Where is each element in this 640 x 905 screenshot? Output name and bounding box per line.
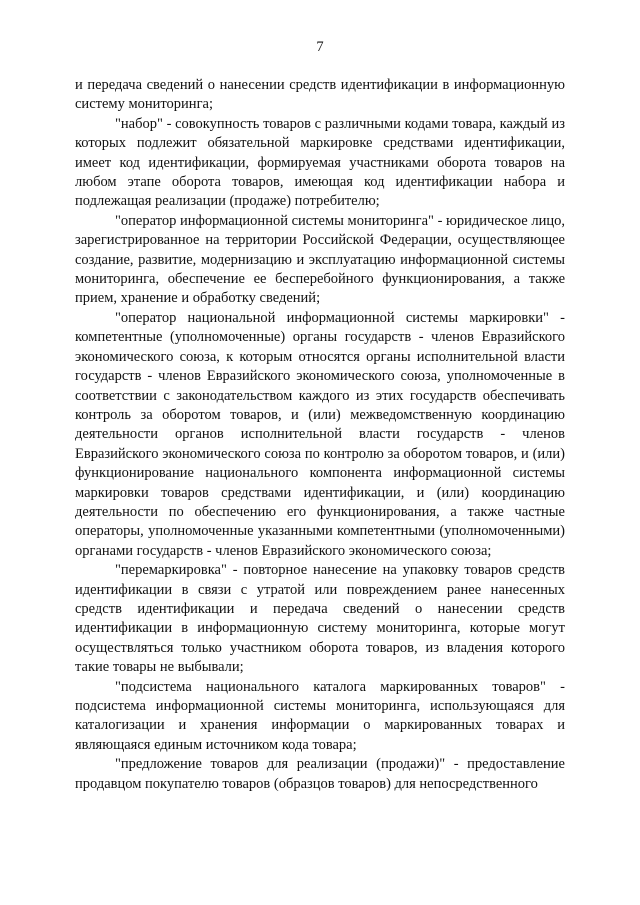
document-body xyxy=(75,76,565,794)
page-number: 7 xyxy=(316,39,324,55)
paragraph-definition-monitoring-operator: "оператор информационной системы мониторинга" - юридическое лицо, зарегистрированное на территории Российской Федерации, осуществляющее создание, развитие, модернизацию и эксплуатацию информационной системы мониторинга, обеспечение ее бесперебойного функционирования, а также прием, хранение и обработку сведений; xyxy=(75,212,565,307)
paragraph-definition-offer-for-sale: "предложение товаров для реализации (продажи)" - предоставление продавцом покупателю товаров (образцов товаров) для непосредственного xyxy=(75,756,565,792)
paragraph-definition-national-catalog: "подсистема национального каталога маркированных товаров" - подсистема информационной системы мониторинга, использующаяся для каталогизации и хранения информации о маркированных товарах и являющаяся единым источником кода товара; xyxy=(75,678,565,753)
paragraph-transfer-of-info: и передача сведений о нанесении средств идентификации в информационную систему мониторинга; xyxy=(75,77,565,113)
paragraph-definition-set: "набор" - совокупность товаров с различными кодами товара, каждый из которых подлежит обязательной маркировке средствами идентификации, имеет код идентификации, формируемая участниками оборота товаров на любом этапе оборота товаров, имеющая код идентификации набора и подлежащая реализации (продаже) потребителю; xyxy=(75,115,565,210)
paragraph-definition-national-marking-operator: "оператор национальной информационной системы маркировки" - компетентные (уполномоченные) органы государств - членов Евразийского экономического союза, к которым относятся органы исполнительной власти государств - членов Евразийского экономического союза, уполномоченные в соответствии с законодательством каждого из этих государств обеспечивать контроль за оборотом товаров, и (или) межведомственную координацию деятельности органов исполнительной власти государств - членов Евразийского экономического союза по контролю за оборотом товаров, и (или) функционирование национального компонента информационной системы маркировки товаров средствами идентификации, и (или) координацию деятельности по обеспечению его функционирования, а также частные операторы, уполномоченные указанными компетентными (уполномоченными) органами государств - членов Евразийского экономического союза; xyxy=(75,309,565,559)
paragraph-definition-remarking: "перемаркировка" - повторное нанесение на упаковку товаров средств идентификации в связи с утратой или повреждением ранее нанесенных средств идентификации и передача сведений о нанесении средств идентификации в информационную систему мониторинга, которые могут осуществляться только участником оборота товаров, из владения которого такие товары не выбывали; xyxy=(75,562,565,676)
